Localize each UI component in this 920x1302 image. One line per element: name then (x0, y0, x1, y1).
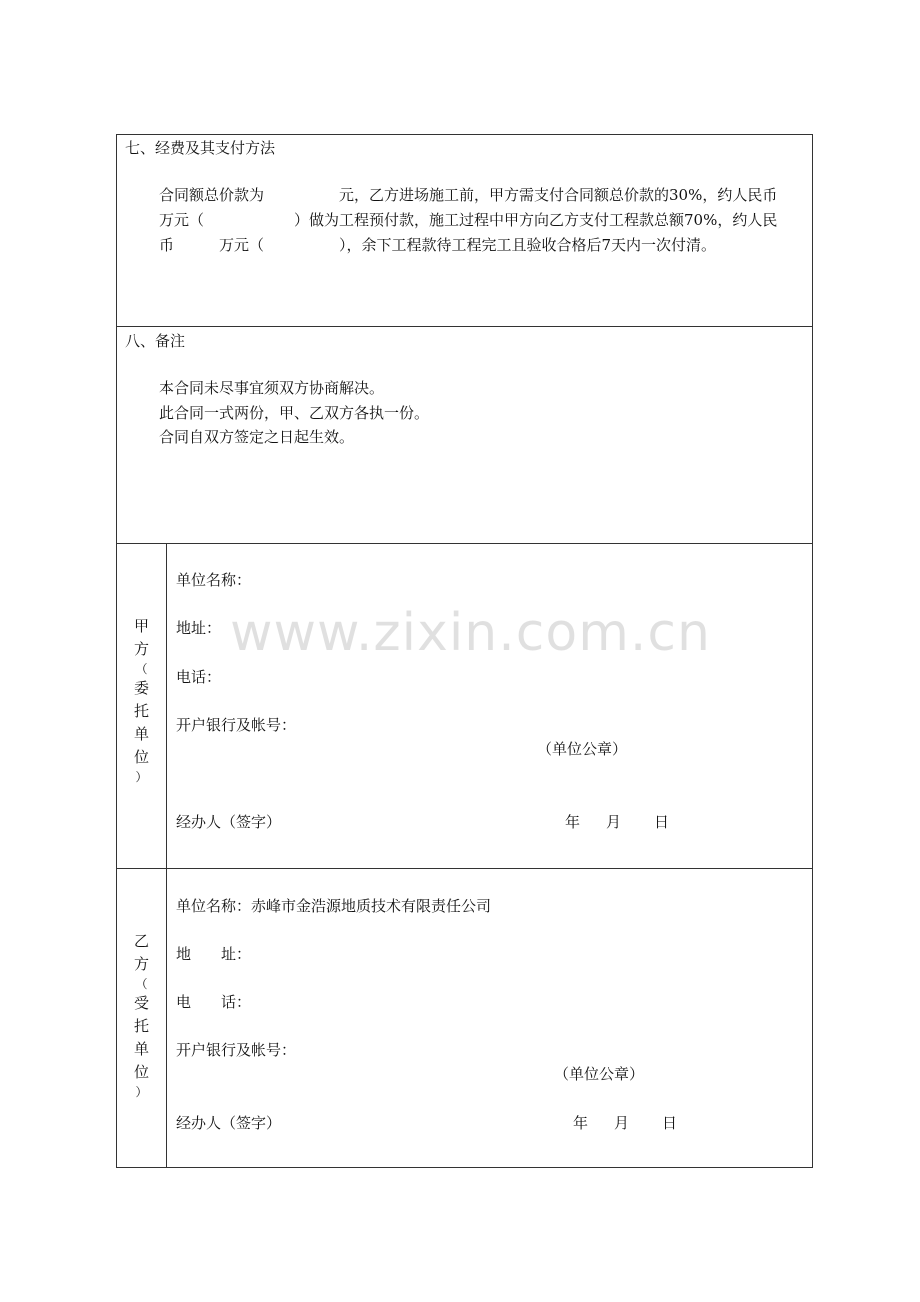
label-char: 方 (133, 640, 149, 658)
label-char: 受 (133, 994, 149, 1012)
label-char: 方 (133, 955, 149, 973)
party-a-month: 月 (606, 813, 622, 831)
party-a-phone: 电话： (176, 668, 222, 686)
party-b-address: 地 址： (176, 945, 252, 963)
party-b-signer: 经办人（签字） (176, 1114, 282, 1132)
party-b-month: 月 (614, 1114, 630, 1132)
section-7-heading: 七、经费及其支付方法 (125, 139, 276, 157)
label-char: （ (135, 977, 148, 991)
label-char: 托 (133, 1017, 149, 1035)
section-8-heading: 八、备注 (125, 332, 186, 350)
payment-line-1: 合同额总价款为 元，乙方进场施工前，甲方需支付合同额总价款的30%，约人民币 (159, 186, 778, 204)
party-a-address: 地址： (176, 619, 222, 637)
label-char: 委 (133, 679, 149, 697)
label-char: 甲 (133, 617, 149, 635)
row-divider (117, 543, 812, 544)
party-b-phone: 电 话： (176, 993, 252, 1011)
payment-line-2: 万元（ ）做为工程预付款，施工过程中甲方向乙方支付工程款总额70%，约人民 (159, 211, 778, 229)
party-b-year: 年 (573, 1114, 589, 1132)
party-a-unit-name: 单位名称： (176, 571, 252, 589)
party-b-unit-name: 单位名称：赤峰市金浩源地质技术有限责任公司 (176, 897, 492, 915)
party-b-day: 日 (662, 1114, 678, 1132)
party-b-seal: （单位公章） (554, 1065, 645, 1083)
party-b-bank: 开户银行及帐号： (176, 1041, 297, 1059)
label-char: ） (135, 1085, 148, 1099)
label-char: 位 (133, 748, 149, 766)
remark-line-1: 本合同未尽事宜须双方协商解决。 (159, 379, 385, 397)
label-char: 乙 (133, 932, 149, 950)
party-a-label (117, 615, 166, 785)
row-divider (117, 326, 812, 327)
party-a-year: 年 (565, 813, 581, 831)
remark-line-2: 此合同一式两份，甲、乙双方各执一份。 (159, 404, 430, 422)
row-divider (117, 868, 812, 869)
label-char: 单 (133, 1040, 149, 1058)
remark-line-3: 合同自双方签定之日起生效。 (159, 428, 355, 446)
watermark: www.zixin.com.cn (230, 603, 711, 663)
party-a-signer: 经办人（签字） (176, 813, 282, 831)
column-divider (166, 543, 167, 1168)
payment-line-3: 币 万元（ ），余下工程款待工程完工且验收合格后7天内一次付清。 (159, 236, 717, 254)
label-char: 位 (133, 1063, 149, 1081)
label-char: 单 (133, 725, 149, 743)
party-a-day: 日 (654, 813, 670, 831)
party-a-seal: （单位公章） (537, 740, 628, 758)
label-char: ） (135, 770, 148, 784)
label-char: 托 (133, 702, 149, 720)
party-a-bank: 开户银行及帐号： (176, 716, 297, 734)
label-char: （ (135, 662, 148, 676)
contract-table (116, 134, 813, 1168)
party-b-label (117, 930, 166, 1100)
